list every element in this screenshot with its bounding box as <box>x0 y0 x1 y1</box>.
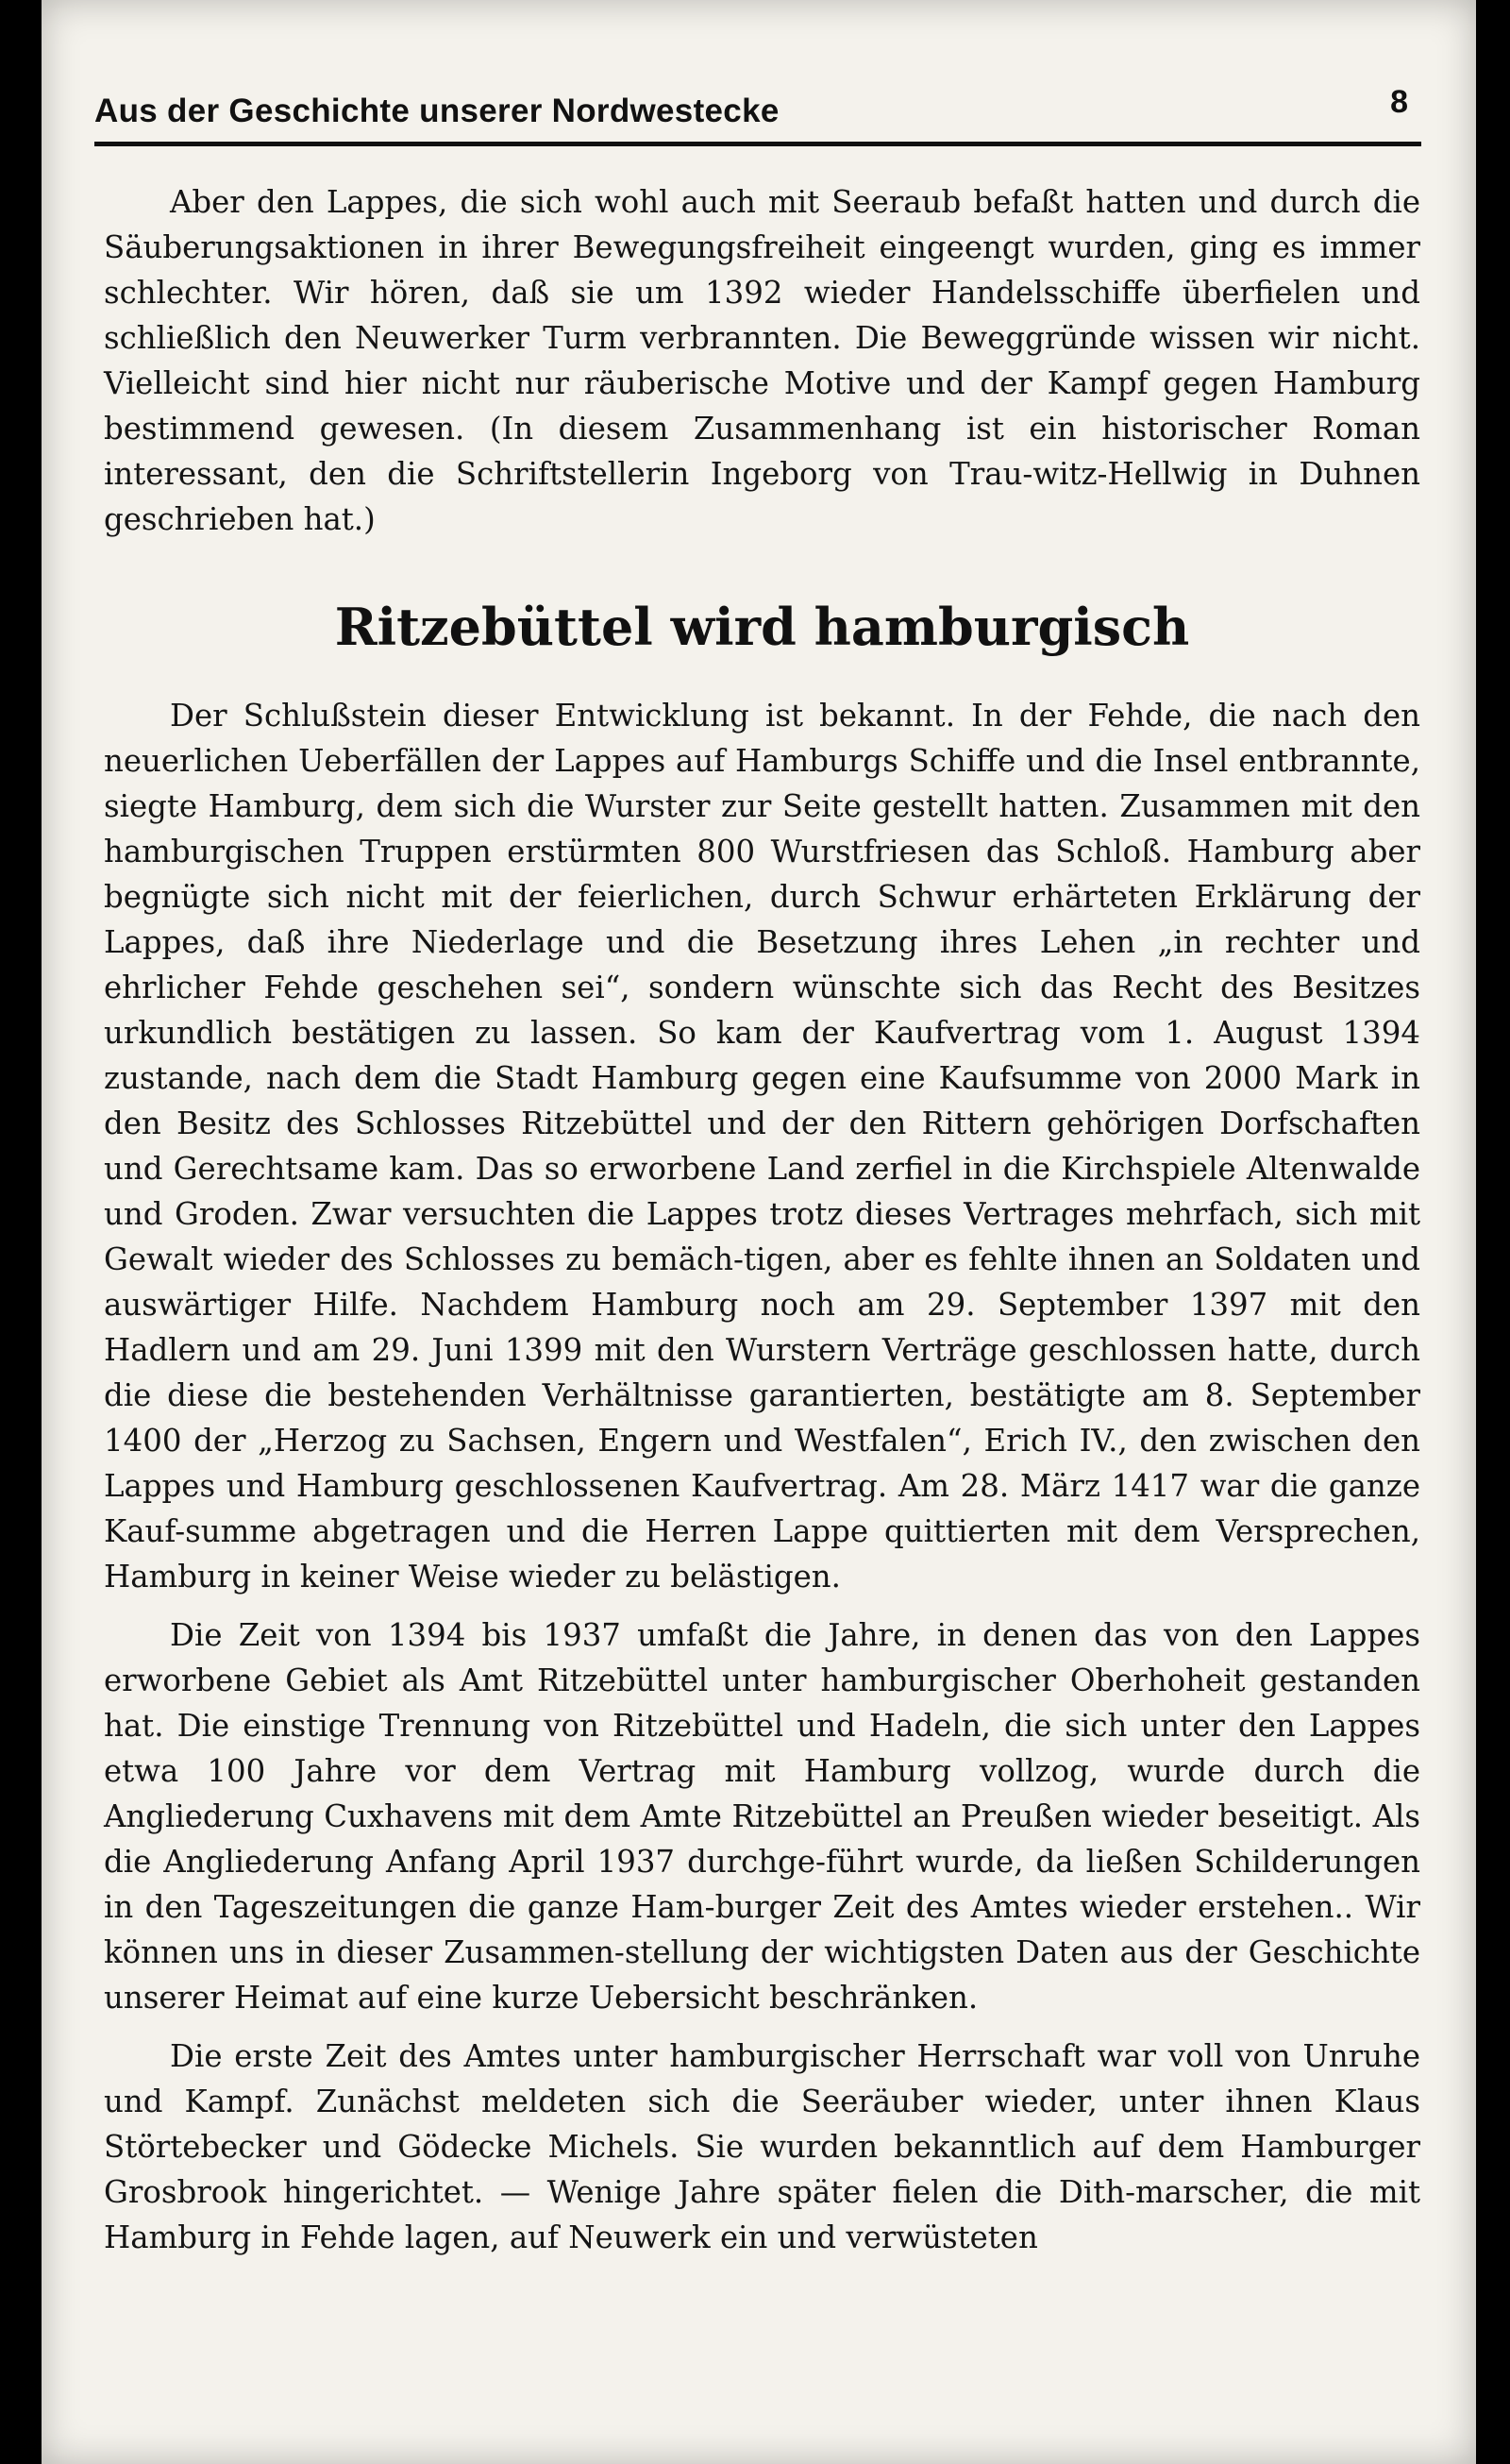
paragraph-2: Der Schlußstein dieser Entwicklung ist bekannt. In der Fehde, die nach den neuerlichen Ueberfällen der Lappes auf Hamburgs Schiffe und die Insel entbrannte, siegte Hamburg, dem sich die Wurster zur Seite gestellt hatten. Zusammen mit den hamburgischen Truppen erstürmten 800 Wurstfriesen das Schloß. Hamburg aber begnügte sich nicht mit der feierlichen, durch Schwur erhärteten Erklärung der Lappes, daß ihre Niederlage und die Besetzung ihres Lehen „in rechter und ehrlicher Fehde geschehen sei“, sondern wünschte sich das Recht des Besitzes urkundlich bestätigen zu lassen. So kam der Kaufvertrag vom 1. August 1394 zustande, nach dem die Stadt Hamburg gegen eine Kaufsumme von 2000 Mark in den Besitz des Schlosses Ritzebüttel und der den Rittern gehörigen Dorfschaften und Gerechtsame kam. Das so erworbene Land zerfiel in die Kirchspiele Altenwalde und Groden. Zwar versuchten die Lappes trotz dieses Vertrages mehrfach, sich mit Gewalt wieder des Schlosses zu bemäch-tigen, aber es fehlte ihnen an Soldaten und auswärtiger Hilfe. Nachdem Hamburg noch am 29. September 1397 mit den Hadlern und am 29. Juni 1399 mit den Wurstern Verträge geschlossen hatte, durch die diese die bestehenden Verhältnisse garantierten, bestätigte am 8. September 1400 der „Herzog zu Sachsen, Engern und Westfalen“, Erich IV., den zwischen den Lappes und Hamburg geschlossenen Kaufvertrag. Am 28. März 1417 war die ganze Kauf-summe abgetragen und die Herren Lappe quittierten mit dem Versprechen, Hamburg in keiner Weise wieder zu belästigen. <box>104 698 1420 1595</box>
article-body <box>104 179 1420 2260</box>
paragraph-1: Aber den Lappes, die sich wohl auch mit Seeraub befaßt hatten und durch die Säuberungsaktionen in ihrer Bewegungsfreiheit eingeengt wurden, ging es immer schlechter. Wir hören, daß sie um 1392 wieder Handelsschiffe überfielen und schließlich den Neuwerker Turm verbrannten. Die Beweggründe wissen wir nicht. Vielleicht sind hier nicht nur räuberische Motive und der Kampf gegen Hamburg bestimmend gewesen. (In diesem Zusammenhang ist ein historischer Roman interessant, den die Schriftstellerin Ingeborg von Trau-witz-Hellwig in Duhnen geschrieben hat.) <box>104 184 1420 537</box>
running-header <box>94 66 1421 146</box>
paragraph-3: Die Zeit von 1394 bis 1937 umfaßt die Jahre, in denen das von den Lappes erworbene Gebiet als Amt Ritzebüttel unter hamburgischer Oberhoheit gestanden hat. Die einstige Trennung von Ritzebüttel und Hadeln, die sich unter den Lappes etwa 100 Jahre vor dem Vertrag mit Hamburg vollzog, wurde durch die Angliederung Cuxhavens mit dem Amte Ritzebüttel an Preußen wieder beseitigt. Als die Angliederung Anfang April 1937 durchge-führt wurde, da ließen Schilderungen in den Tageszeitungen die ganze Ham-burger Zeit des Amtes wieder erstehen.. Wir können uns in dieser Zusammen-stellung der wichtigsten Daten aus der Geschichte unserer Heimat auf eine kurze Uebersicht beschränken. <box>104 1617 1420 2016</box>
page-number: 8 <box>1390 84 1408 120</box>
section-heading: Ritzebüttel wird hamburgisch <box>334 597 1190 657</box>
header-title: Aus der Geschichte unserer Nordwestecke <box>94 93 780 129</box>
paragraph-4: Die erste Zeit des Amtes unter hamburgischer Herrschaft war voll von Unruhe und Kampf. Zunächst meldeten sich die Seeräuber wieder, unter ihnen Klaus Störtebecker und Gödecke Michels. Sie wurden bekanntlich auf dem Hamburger Grosbrook hingerichtet. — Wenige Jahre später fielen die Dith-marscher, die mit Hamburg in Fehde lagen, auf Neuwerk ein und verwüsteten <box>104 2038 1420 2255</box>
document-page <box>42 0 1476 2464</box>
